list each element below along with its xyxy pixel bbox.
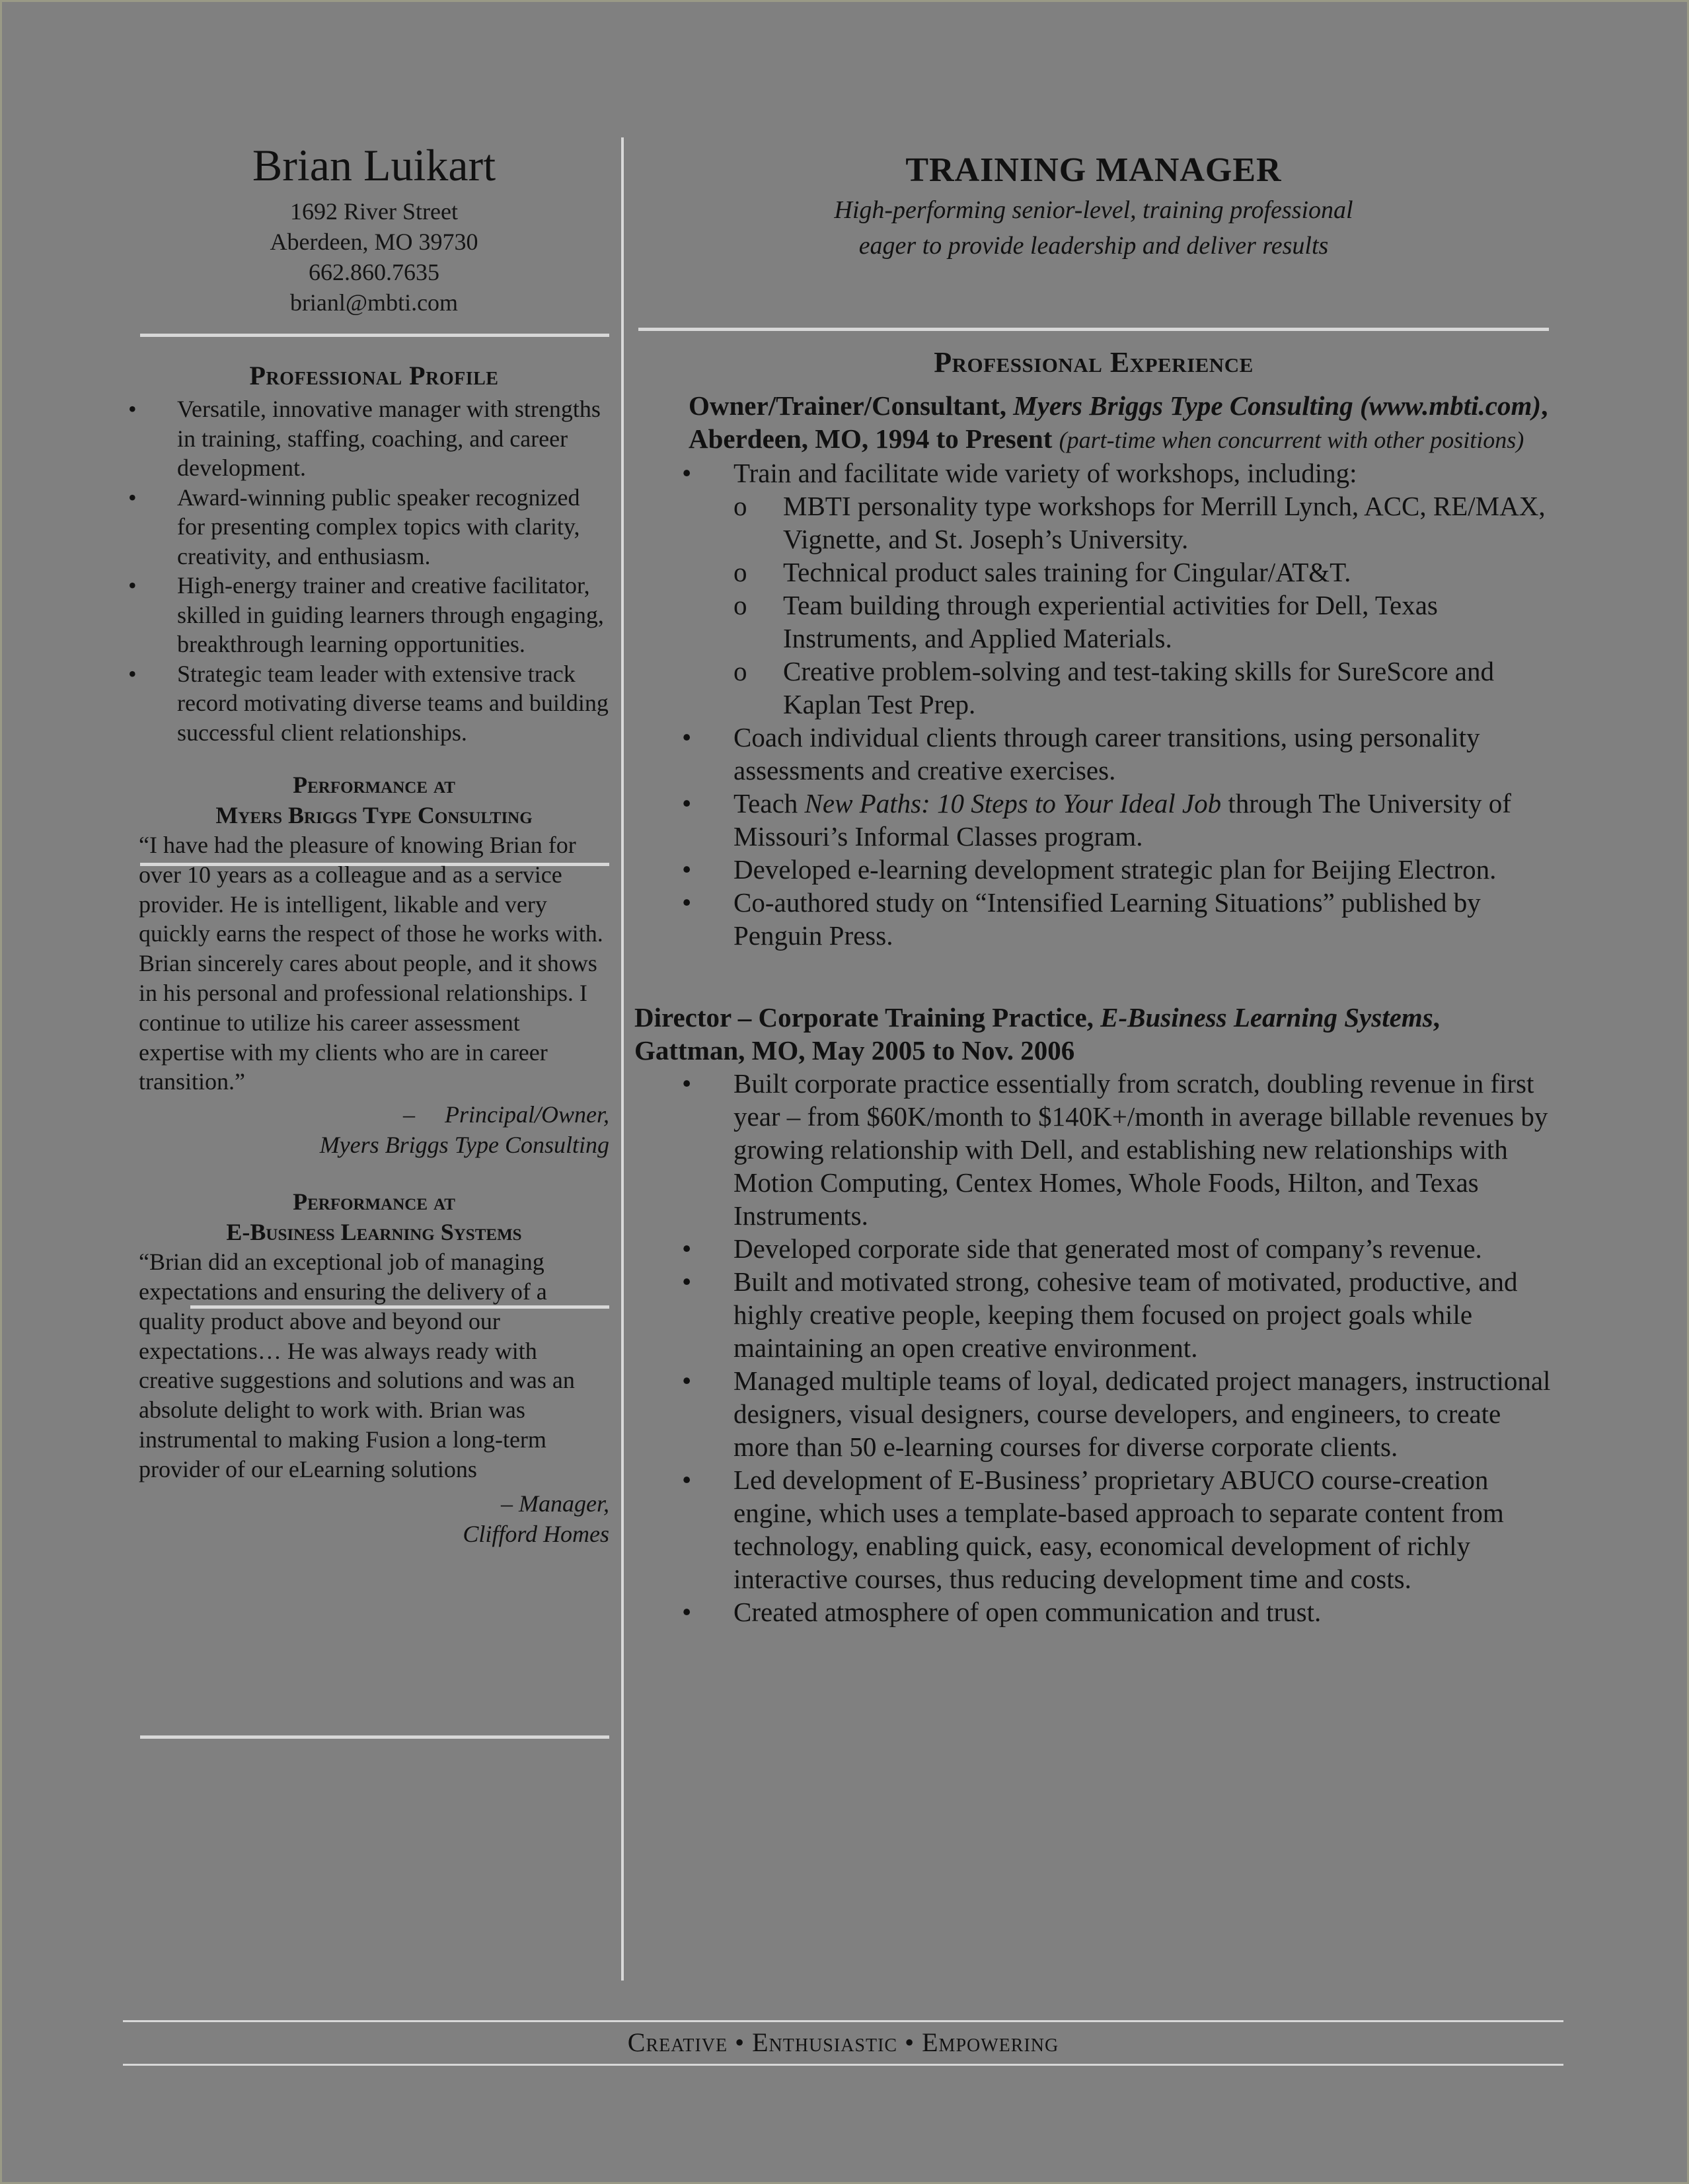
experience-heading: Professional Experience: [934, 346, 1254, 379]
job-bullets: [634, 456, 1553, 952]
column-divider: [621, 137, 624, 1981]
testimonial-rule-2: [140, 1735, 609, 1739]
contact-email: brianl@mbti.com: [289, 289, 459, 316]
sub-list-item: o Creative problem-solving and test-taking skills for SureScore and Kaplan Test Prep.: [733, 656, 1495, 719]
course-title: New Paths: 10 Steps to Your Ideal Job: [804, 788, 1222, 819]
job-company: E-Business Learning Systems: [1100, 1002, 1433, 1033]
job-bullets: [634, 1067, 1553, 1628]
footer-word-creative: Creative: [627, 2027, 728, 2057]
list-item: • Strategic team leader with extensive track record motivating diverse teams and building successful client relationships.: [128, 660, 609, 746]
job-entry-mbti: [634, 389, 1553, 952]
left-column: [128, 135, 609, 1549]
list-item: • Developed corporate side that generated most of company’s revenue.: [682, 1233, 1482, 1264]
contact-phone: 662.860.7635: [309, 259, 439, 285]
footer-word-empowering: Empowering: [922, 2027, 1059, 2057]
testimonial-attribution-company: Myers Briggs Type Consulting: [319, 1132, 609, 1159]
sub-bullets: [733, 490, 1553, 721]
list-item: • Coach individual clients through career transitions, using personality assessments and creative exercises.: [682, 722, 1480, 785]
list-item: • Led development of E-Business’ proprietary ABUCO course-creation engine, which uses a template-based approach to separate content from technology, enabling quick, easy, economical development of richly interactive courses, thus reducing development time and costs.: [682, 1465, 1504, 1594]
sub-list-item: o Technical product sales training for Cingular/AT&T.: [733, 557, 1351, 587]
footer-tagline: [123, 2021, 1563, 2064]
contact-street: 1692 River Street: [290, 198, 458, 225]
list-item: • Train and facilitate wide variety of workshops, including: o MBTI personality type workshops for Merrill Lynch, ACC, RE/MAX, Vignette, and St. Joseph’s University. o Technical product sales training for Cingular/AT&T. o Team building through experiential activities for Dell, Texas Instruments, and Applied Materials. o Creative problem-solving and test-taking skills for SureScore and Kaplan Test Prep.: [634, 456, 1553, 721]
job-entry-ebusiness: [634, 1001, 1553, 1628]
testimonial-heading: Performance at: [293, 772, 455, 798]
contact-city: Aberdeen, MO 39730: [270, 229, 478, 255]
job-title: TRAINING MANAGER: [905, 151, 1282, 189]
footer-separator: •: [905, 2027, 915, 2057]
testimonial-ebusiness: [139, 1186, 609, 1548]
candidate-name: Brian Luikart: [252, 140, 496, 190]
job-heading: [634, 389, 1553, 456]
job-role: Director – Corporate Training Practice,: [634, 1002, 1094, 1033]
testimonial-quote: “Brian did an exceptional job of managing expectations and ensuring the delivery of a quality product above and beyond our expectations… He was always ready with creative suggestions and solutions and was an absolute delight to work with. Brian was instrumental to making Fusion a long-term provider of our eLearning solutions: [139, 1249, 575, 1482]
profile-heading: Professional Profile: [249, 361, 499, 390]
testimonial-quote: “I have had the pleasure of knowing Brian for over 10 years as a colleague and as a service provider. He is intelligent, likable and very quickly earns the respect of those he works with. Brian sincerely cares about people, and it shows in his personal and professional relationships. I continue to utilize his career assessment expertise with my clients who are in career transition.”: [139, 832, 603, 1095]
list-item: • Built and motivated strong, cohesive team of motivated, productive, and highly creative people, keeping them focused on project goals while maintaining an open creative environment.: [682, 1266, 1518, 1363]
testimonial-attribution: – Manager,: [501, 1490, 609, 1517]
sub-list-item: o MBTI personality type workshops for Merrill Lynch, ACC, RE/MAX, Vignette, and St. Joseph’s University.: [733, 491, 1546, 554]
list-item: • Built corporate practice essentially from scratch, doubling revenue in first year – from $60K/month to $140K+/month in average billable revenues by growing relationship with Dell, and establishing new relationships with Motion Computing, Centex Homes, Whole Foods, Hilton, and Texas Instruments.: [682, 1068, 1548, 1231]
sub-list-item: o Team building through experiential activities for Dell, Texas Instruments, and Applied Materials.: [733, 590, 1438, 653]
testimonial-attribution-company: Clifford Homes: [463, 1520, 609, 1547]
list-item: • Co-authored study on “Intensified Learning Situations” published by Penguin Press.: [682, 887, 1481, 951]
list-item: • Teach New Paths: 10 Steps to Your Ideal Job through The University of Missouri’s Informal Classes program.: [682, 788, 1511, 852]
footer-separator: •: [735, 2027, 745, 2057]
testimonial-attribution: – Principal/Owner,: [403, 1101, 609, 1128]
testimonial-company: Myers Briggs Type Consulting: [215, 802, 533, 828]
footer-rule-bottom: [123, 2064, 1563, 2066]
job-note: (part-time when concurrent with other positions): [1059, 427, 1524, 453]
list-item: • High-energy trainer and creative facilitator, skilled in guiding learners through engaging, breakthrough learning opportunities.: [128, 572, 604, 657]
list-item: • Managed multiple teams of loyal, dedicated project managers, instructional designers, visual designers, course developers, and engineers, to create more than 50 e-learning courses for diverse corporate clients.: [682, 1365, 1551, 1462]
testimonial-heading: Performance at: [293, 1188, 455, 1216]
profile-list: [128, 394, 609, 747]
tagline-line-1: High-performing senior-level, training professional: [834, 196, 1353, 224]
list-item: • Developed e-learning development strategic plan for Beijing Electron.: [682, 854, 1497, 885]
job-details: , Aberdeen, MO, 1994 to Present: [689, 390, 1548, 454]
footer-word-enthusiastic: Enthusiastic: [752, 2027, 898, 2057]
right-column: [634, 149, 1553, 1628]
job-details: , Gattman, MO, May 2005 to Nov. 2006: [634, 1002, 1440, 1066]
list-item: • Award-winning public speaker recognized for presenting complex topics with clarity, creativity, and enthusiasm.: [128, 484, 580, 569]
job-role: Owner/Trainer/Consultant,: [689, 390, 1006, 421]
testimonial-company: E-Business Learning Systems: [226, 1219, 522, 1246]
tagline-line-2: eager to provide leadership and deliver results: [858, 232, 1329, 260]
list-item: • Created atmosphere of open communication and trust.: [682, 1597, 1322, 1627]
job-company: Myers Briggs Type Consulting (www.mbti.com): [1013, 390, 1542, 421]
list-item: • Versatile, innovative manager with strengths in training, staffing, coaching, and career development.: [128, 396, 601, 481]
testimonial-mbti: [139, 770, 609, 1160]
contact-block: [139, 196, 609, 318]
job-heading: [634, 1001, 1553, 1067]
